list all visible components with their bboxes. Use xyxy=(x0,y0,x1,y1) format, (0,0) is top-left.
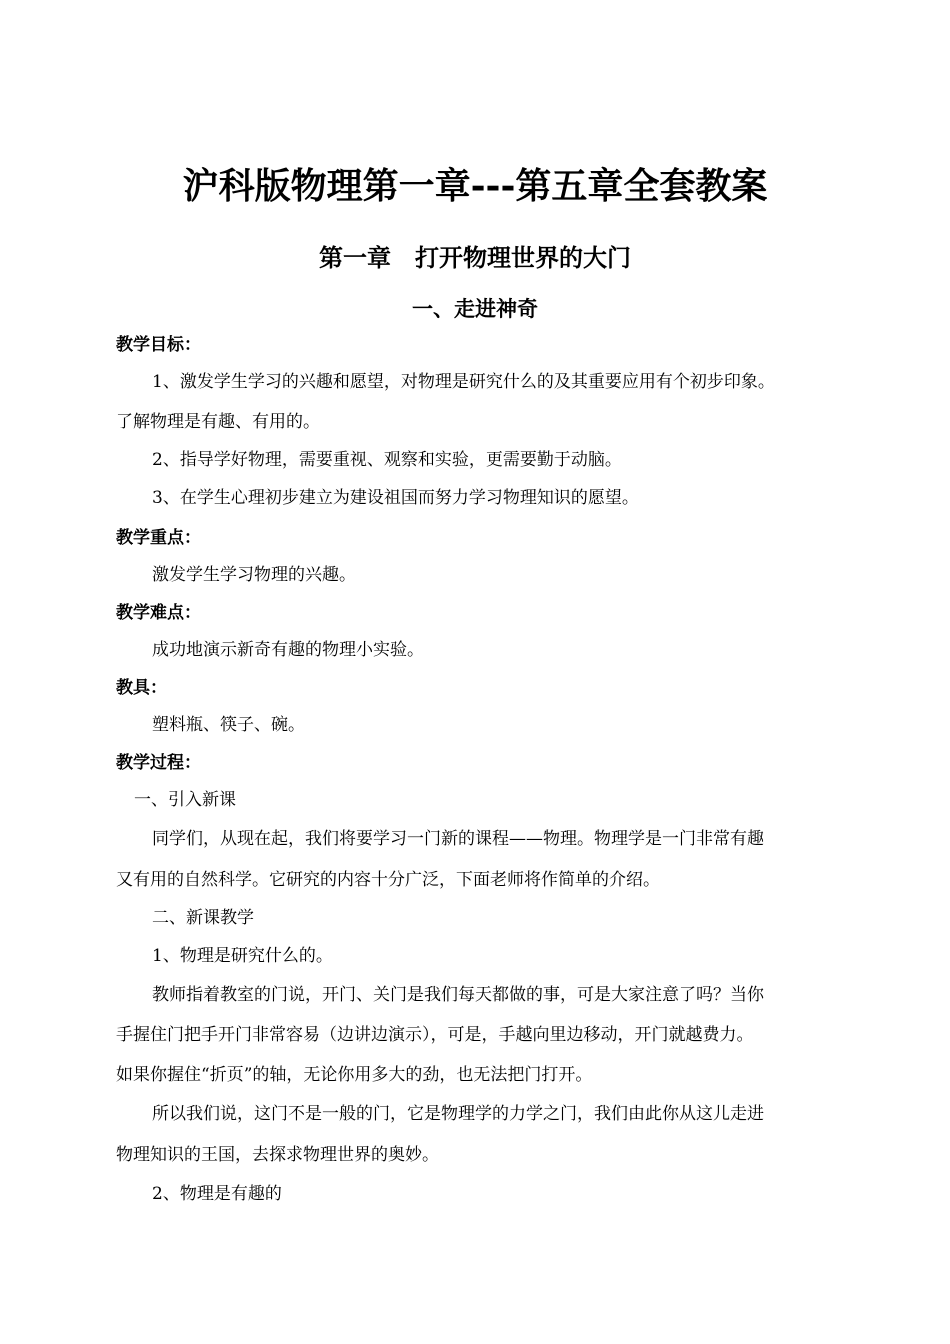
point-2-heading: 2、物理是有趣的 xyxy=(152,1184,282,1204)
tools-label: 教具： xyxy=(116,678,167,698)
difficulties-label: 教学难点： xyxy=(116,603,201,623)
objective-1-line-2: 了解物理是有趣、有用的。 xyxy=(116,412,320,432)
door-conclusion-line-2: 物理知识的王国，去探求物理世界的奥妙。 xyxy=(116,1145,439,1165)
objectives-label: 教学目标： xyxy=(116,335,201,355)
process-label: 教学过程： xyxy=(116,753,201,773)
door-conclusion-line-1: 所以我们说，这门不是一般的门，它是物理学的力学之门，我们由此你从这儿走进 xyxy=(152,1104,764,1124)
intro-paragraph-line-2: 又有用的自然科学。它研究的内容十分广泛，下面老师将作简单的介绍。 xyxy=(116,870,660,890)
objective-1-line-1: 1、激发学生学习的兴趣和愿望，对物理是研究什么的及其重要应用有个初步印象。 xyxy=(152,372,775,392)
chapter-title: 第一章 打开物理世界的大门 xyxy=(319,243,631,272)
door-paragraph-line-1: 教师指着教室的门说，开门、关门是我们每天都做的事，可是大家注意了吗？当你 xyxy=(152,985,764,1005)
key-points-label: 教学重点： xyxy=(116,528,201,548)
intro-paragraph-line-1: 同学们，从现在起，我们将要学习一门新的课程——物理。物理学是一门非常有趣 xyxy=(152,829,764,849)
objective-2: 2、指导学好物理，需要重视、观察和实验，更需要勤于动脑。 xyxy=(152,450,622,470)
tools-text: 塑料瓶、筷子、碗。 xyxy=(152,715,305,735)
difficulties-text: 成功地演示新奇有趣的物理小实验。 xyxy=(152,640,424,660)
key-points-text: 激发学生学习物理的兴趣。 xyxy=(152,565,356,585)
door-paragraph-line-3: 如果你握住“折页”的轴，无论你用多大的劲，也无法把门打开。 xyxy=(116,1065,593,1085)
section-title: 一、走进神奇 xyxy=(412,296,538,321)
intro-heading: 一、引入新课 xyxy=(134,790,236,810)
new-lesson-heading: 二、新课教学 xyxy=(152,908,254,928)
door-paragraph-line-2: 手握住门把手开门非常容易（边讲边演示），可是，手越向里边移动，开门就越费力。 xyxy=(116,1025,754,1045)
point-1-heading: 1、物理是研究什么的。 xyxy=(152,946,333,966)
objective-3: 3、在学生心理初步建立为建设祖国而努力学习物理知识的愿望。 xyxy=(152,488,639,508)
document-title: 沪科版物理第一章---第五章全套教案 xyxy=(182,165,768,207)
